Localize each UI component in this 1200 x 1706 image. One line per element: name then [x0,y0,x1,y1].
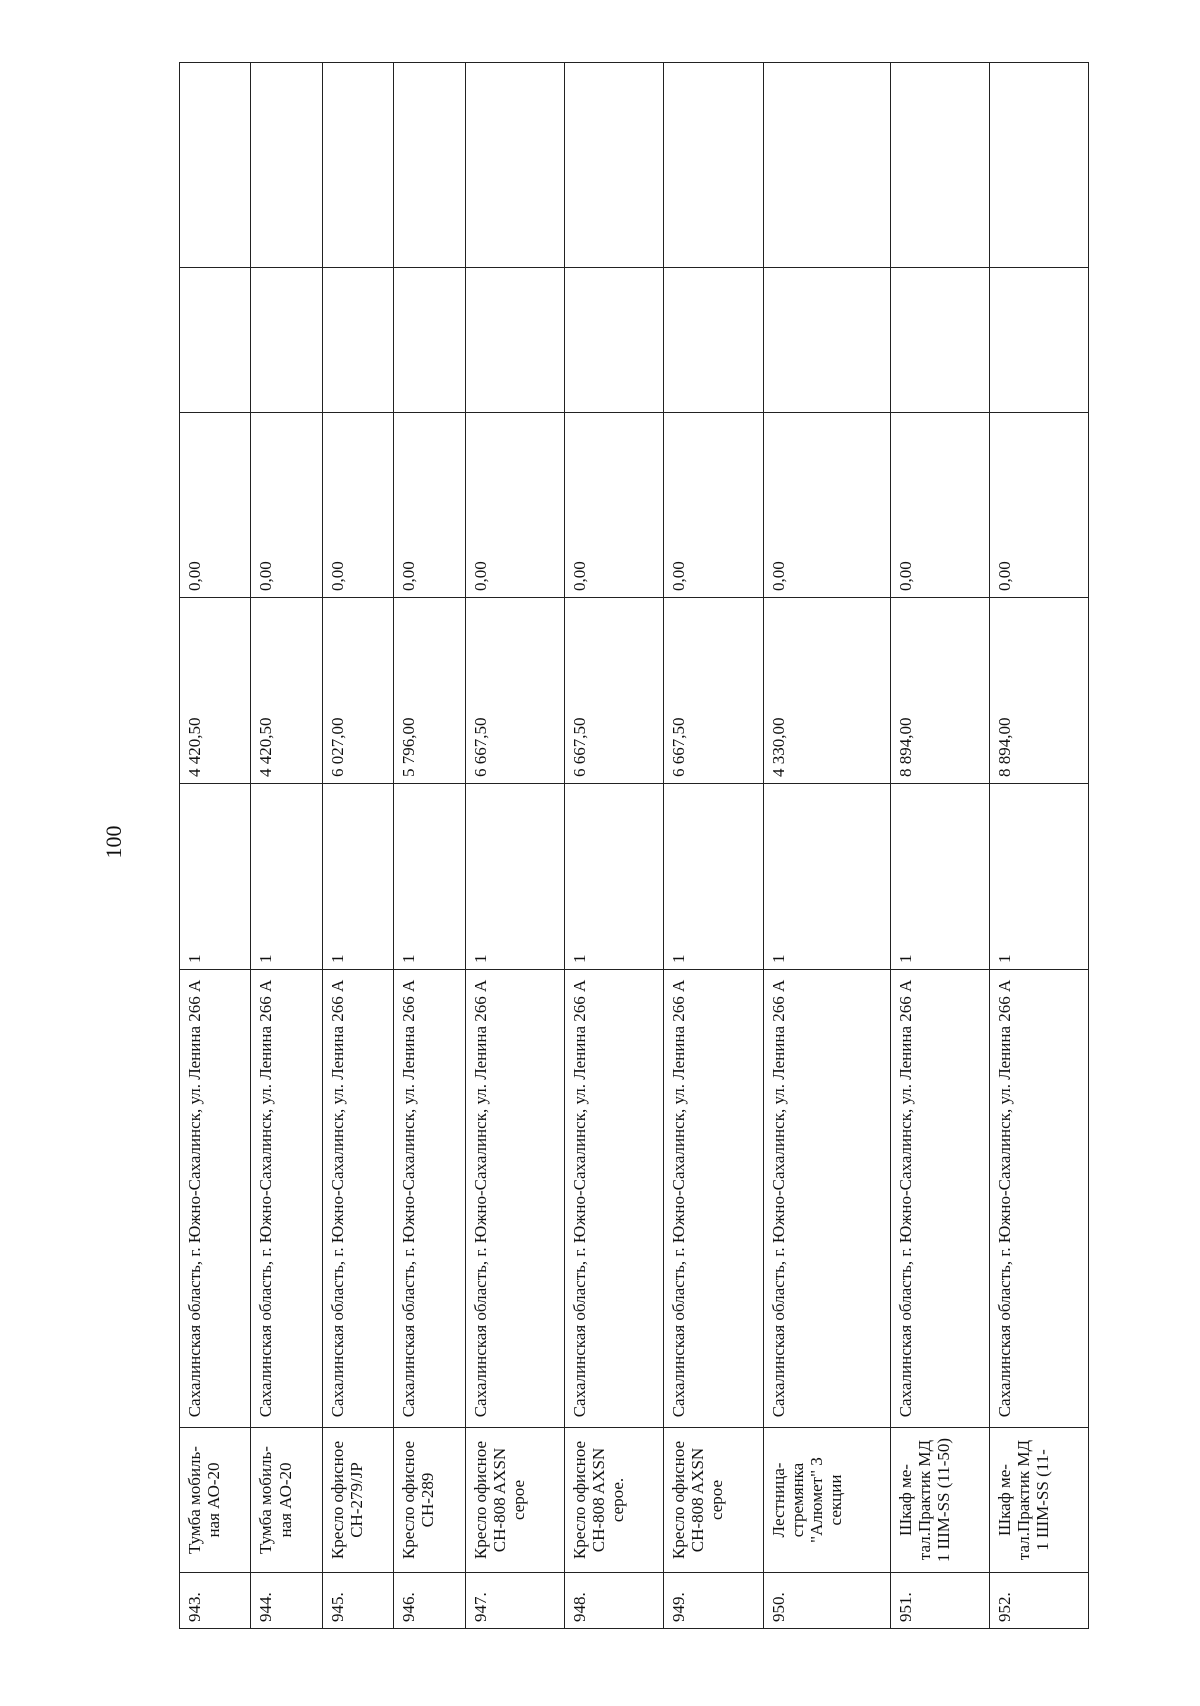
empty-cell [890,63,989,268]
item-quantity: 1 [989,784,1088,970]
item-address: Сахалинская область, г. Южно-Сахалинск, ул. Ленина 266 А [989,970,1088,1428]
row-number: 948. [565,1573,664,1629]
item-address: Сахалинская область, г. Южно-Сахалинск, ул. Ленина 266 А [394,970,465,1428]
empty-cell [465,63,564,268]
row-number: 952. [989,1573,1088,1629]
table-row [664,63,763,1629]
item-cost: 6 667,50 [664,598,763,784]
item-address: Сахалинская область, г. Южно-Сахалинск, ул. Ленина 266 А [763,970,890,1428]
item-cost: 8 894,00 [989,598,1088,784]
empty-cell [565,268,664,413]
empty-cell [664,63,763,268]
rotated-table-container [179,63,1089,1629]
item-quantity: 1 [251,784,322,970]
inventory-table-body [180,63,1089,1629]
item-quantity: 1 [322,784,393,970]
item-cost: 4 330,00 [763,598,890,784]
item-cost: 5 796,00 [394,598,465,784]
inventory-table [179,62,1089,1629]
empty-cell [180,268,251,413]
item-residual-value: 0,00 [763,413,890,598]
empty-cell [251,63,322,268]
row-number: 943. [180,1573,251,1629]
table-row [465,63,564,1629]
empty-cell [890,268,989,413]
item-name: Кресло офисное CH-808 AXSN серое [465,1428,564,1573]
empty-cell [322,268,393,413]
item-name: Шкаф ме-тал.Практик МД 1 ШМ-SS (11- [989,1428,1088,1573]
empty-cell [180,63,251,268]
row-number: 947. [465,1573,564,1629]
row-number: 951. [890,1573,989,1629]
item-address: Сахалинская область, г. Южно-Сахалинск, ул. Ленина 266 А [465,970,564,1428]
table-row [565,63,664,1629]
row-number: 944. [251,1573,322,1629]
table-row [890,63,989,1629]
item-residual-value: 0,00 [890,413,989,598]
empty-cell [394,63,465,268]
item-quantity: 1 [565,784,664,970]
item-name: Лестница-стремянка "Алюмет" 3 секции [763,1428,890,1573]
item-cost: 6 667,50 [565,598,664,784]
item-name: Шкаф ме-тал.Практик МД 1 ШМ-SS (11-50) [890,1428,989,1573]
item-address: Сахалинская область, г. Южно-Сахалинск, ул. Ленина 266 А [180,970,251,1428]
row-number: 945. [322,1573,393,1629]
item-quantity: 1 [465,784,564,970]
table-row [989,63,1088,1629]
item-address: Сахалинская область, г. Южно-Сахалинск, ул. Ленина 266 А [664,970,763,1428]
item-residual-value: 0,00 [989,413,1088,598]
empty-cell [465,268,564,413]
item-name: Тумба мобиль-ная АО-20 [180,1428,251,1573]
row-number: 950. [763,1573,890,1629]
item-name: Кресло офисное CH-808 AXSN серое [664,1428,763,1573]
table-row [763,63,890,1629]
item-cost: 6 667,50 [465,598,564,784]
item-cost: 8 894,00 [890,598,989,784]
item-residual-value: 0,00 [565,413,664,598]
table-row [251,63,322,1629]
item-address: Сахалинская область, г. Южно-Сахалинск, ул. Ленина 266 А [251,970,322,1428]
empty-cell [989,268,1088,413]
empty-cell [664,268,763,413]
empty-cell [763,63,890,268]
item-quantity: 1 [890,784,989,970]
item-residual-value: 0,00 [465,413,564,598]
item-cost: 6 027,00 [322,598,393,784]
item-residual-value: 0,00 [322,413,393,598]
item-name: Кресло офисное CH-289 [394,1428,465,1573]
item-address: Сахалинская область, г. Южно-Сахалинск, ул. Ленина 266 А [565,970,664,1428]
item-residual-value: 0,00 [180,413,251,598]
item-quantity: 1 [394,784,465,970]
table-row [394,63,465,1629]
item-address: Сахалинская область, г. Южно-Сахалинск, ул. Ленина 266 А [890,970,989,1428]
row-number: 946. [394,1573,465,1629]
item-address: Сахалинская область, г. Южно-Сахалинск, ул. Ленина 266 А [322,970,393,1428]
item-name: Кресло офисное CH-808 AXSN серое. [565,1428,664,1573]
table-row [322,63,393,1629]
item-residual-value: 0,00 [251,413,322,598]
item-quantity: 1 [180,784,251,970]
item-residual-value: 0,00 [664,413,763,598]
empty-cell [763,268,890,413]
item-cost: 4 420,50 [251,598,322,784]
empty-cell [565,63,664,268]
item-residual-value: 0,00 [394,413,465,598]
item-quantity: 1 [664,784,763,970]
item-cost: 4 420,50 [180,598,251,784]
empty-cell [989,63,1088,268]
row-number: 949. [664,1573,763,1629]
item-quantity: 1 [763,784,890,970]
item-name: Тумба мобиль-ная АО-20 [251,1428,322,1573]
page-number: 100 [101,825,126,859]
item-name: Кресло офисное CH-279/JP [322,1428,393,1573]
empty-cell [394,268,465,413]
empty-cell [251,268,322,413]
empty-cell [322,63,393,268]
table-row [180,63,251,1629]
